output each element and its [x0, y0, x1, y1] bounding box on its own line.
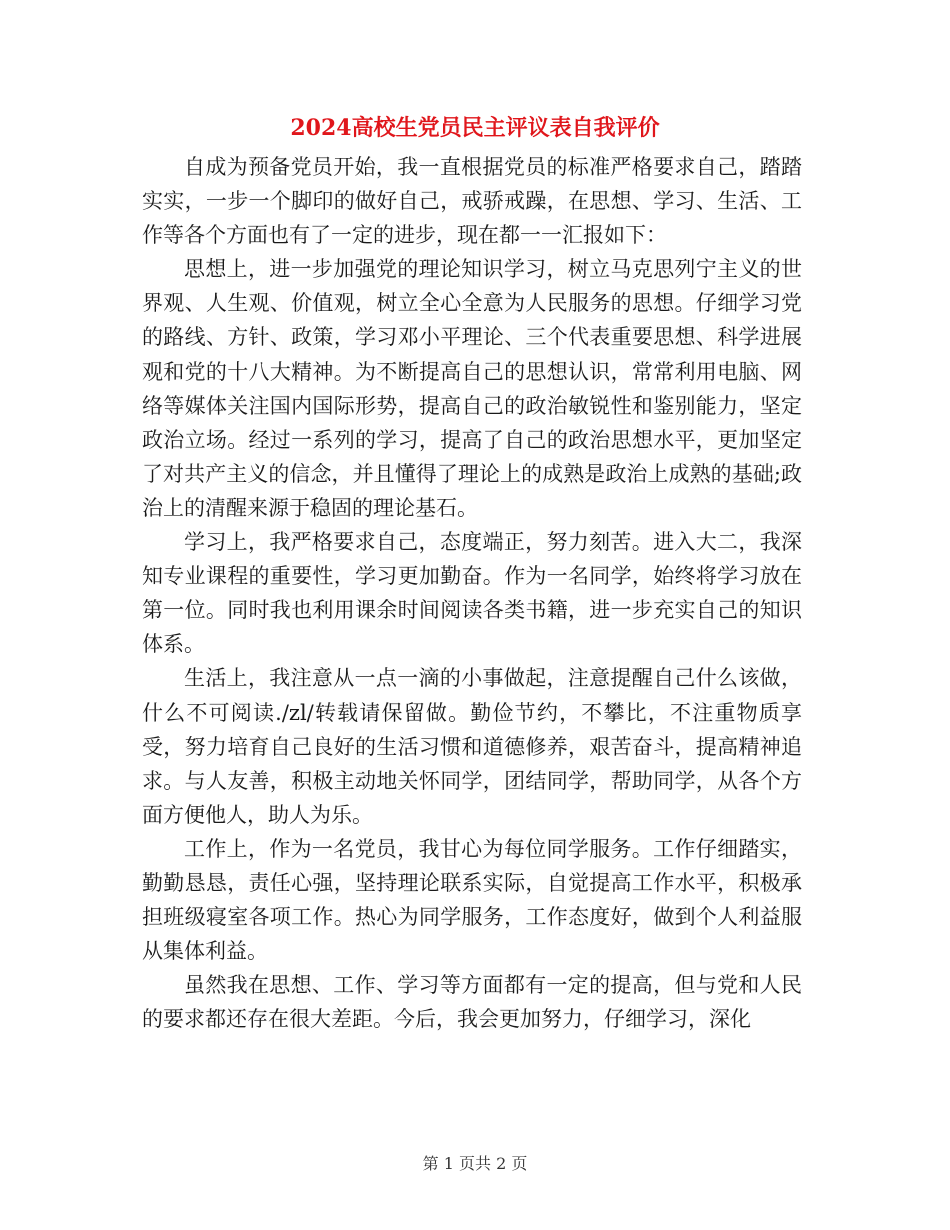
- paragraph-conclusion: 虽然我在思想、工作、学习等方面都有一定的提高，但与党和人民的要求都还存在很大差距。今后，我会更加努力，仔细学习，深化: [142, 973, 802, 1032]
- page-number: 第 1 页共 2 页: [422, 1154, 528, 1173]
- document-body: [142, 150, 802, 1036]
- paragraph-thought: 思想上，进一步加强党的理论知识学习，树立马克思列宁主义的世界观、人生观、价值观，树立全心全意为人民服务的思想。仔细学习党的路线、方针、政策，学习邓小平理论、三个代表重要思想、科学进展观和党的十八大精神。为不断提高自己的思想认识，常常利用电脑、网络等媒体关注国内国际形势，提高自己的政治敏锐性和鉴别能力，坚定政治立场。经过一系列的学习，提高了自己的政治思想水平，更加坚定了对共产主义的信念，并且懂得了理论上的成熟是政治上成熟的基础;政治上的清醒来源于稳固的理论基石。: [142, 257, 802, 520]
- document-title: 2024高校生党员民主评议表自我评价: [290, 115, 660, 141]
- paragraph-life: 生活上，我注意从一点一滴的小事做起，注意提醒自己什么该做，什么不可阅读./zl/转载请保留做。勤俭节约，不攀比，不注重物质享受，努力培育自己良好的生活习惯和道德修养，艰苦奋斗，提高精神追求。与人友善，积极主动地关怀同学，团结同学，帮助同学，从各个方面方便他人，助人为乐。: [142, 666, 802, 827]
- paragraph-intro: 自成为预备党员开始，我一直根据党员的标准严格要求自己，踏踏实实，一步一个脚印的做好自己，戒骄戒躁，在思想、学习、生活、工作等各个方面也有了一定的进步，现在都一一汇报如下：: [142, 155, 802, 248]
- paragraph-study: 学习上，我严格要求自己，态度端正，努力刻苦。进入大二，我深知专业课程的重要性，学习更加勤奋。作为一名同学，始终将学习放在第一位。同时我也利用课余时间阅读各类书籍，进一步充实自己的知识体系。: [142, 530, 802, 657]
- paragraph-work: 工作上，作为一名党员，我甘心为每位同学服务。工作仔细踏实，勤勤恳恳，责任心强，坚持理论联系实际，自觉提高工作水平，积极承担班级寝室各项工作。热心为同学服务，工作态度好，做到个人利益服从集体利益。: [142, 836, 802, 964]
